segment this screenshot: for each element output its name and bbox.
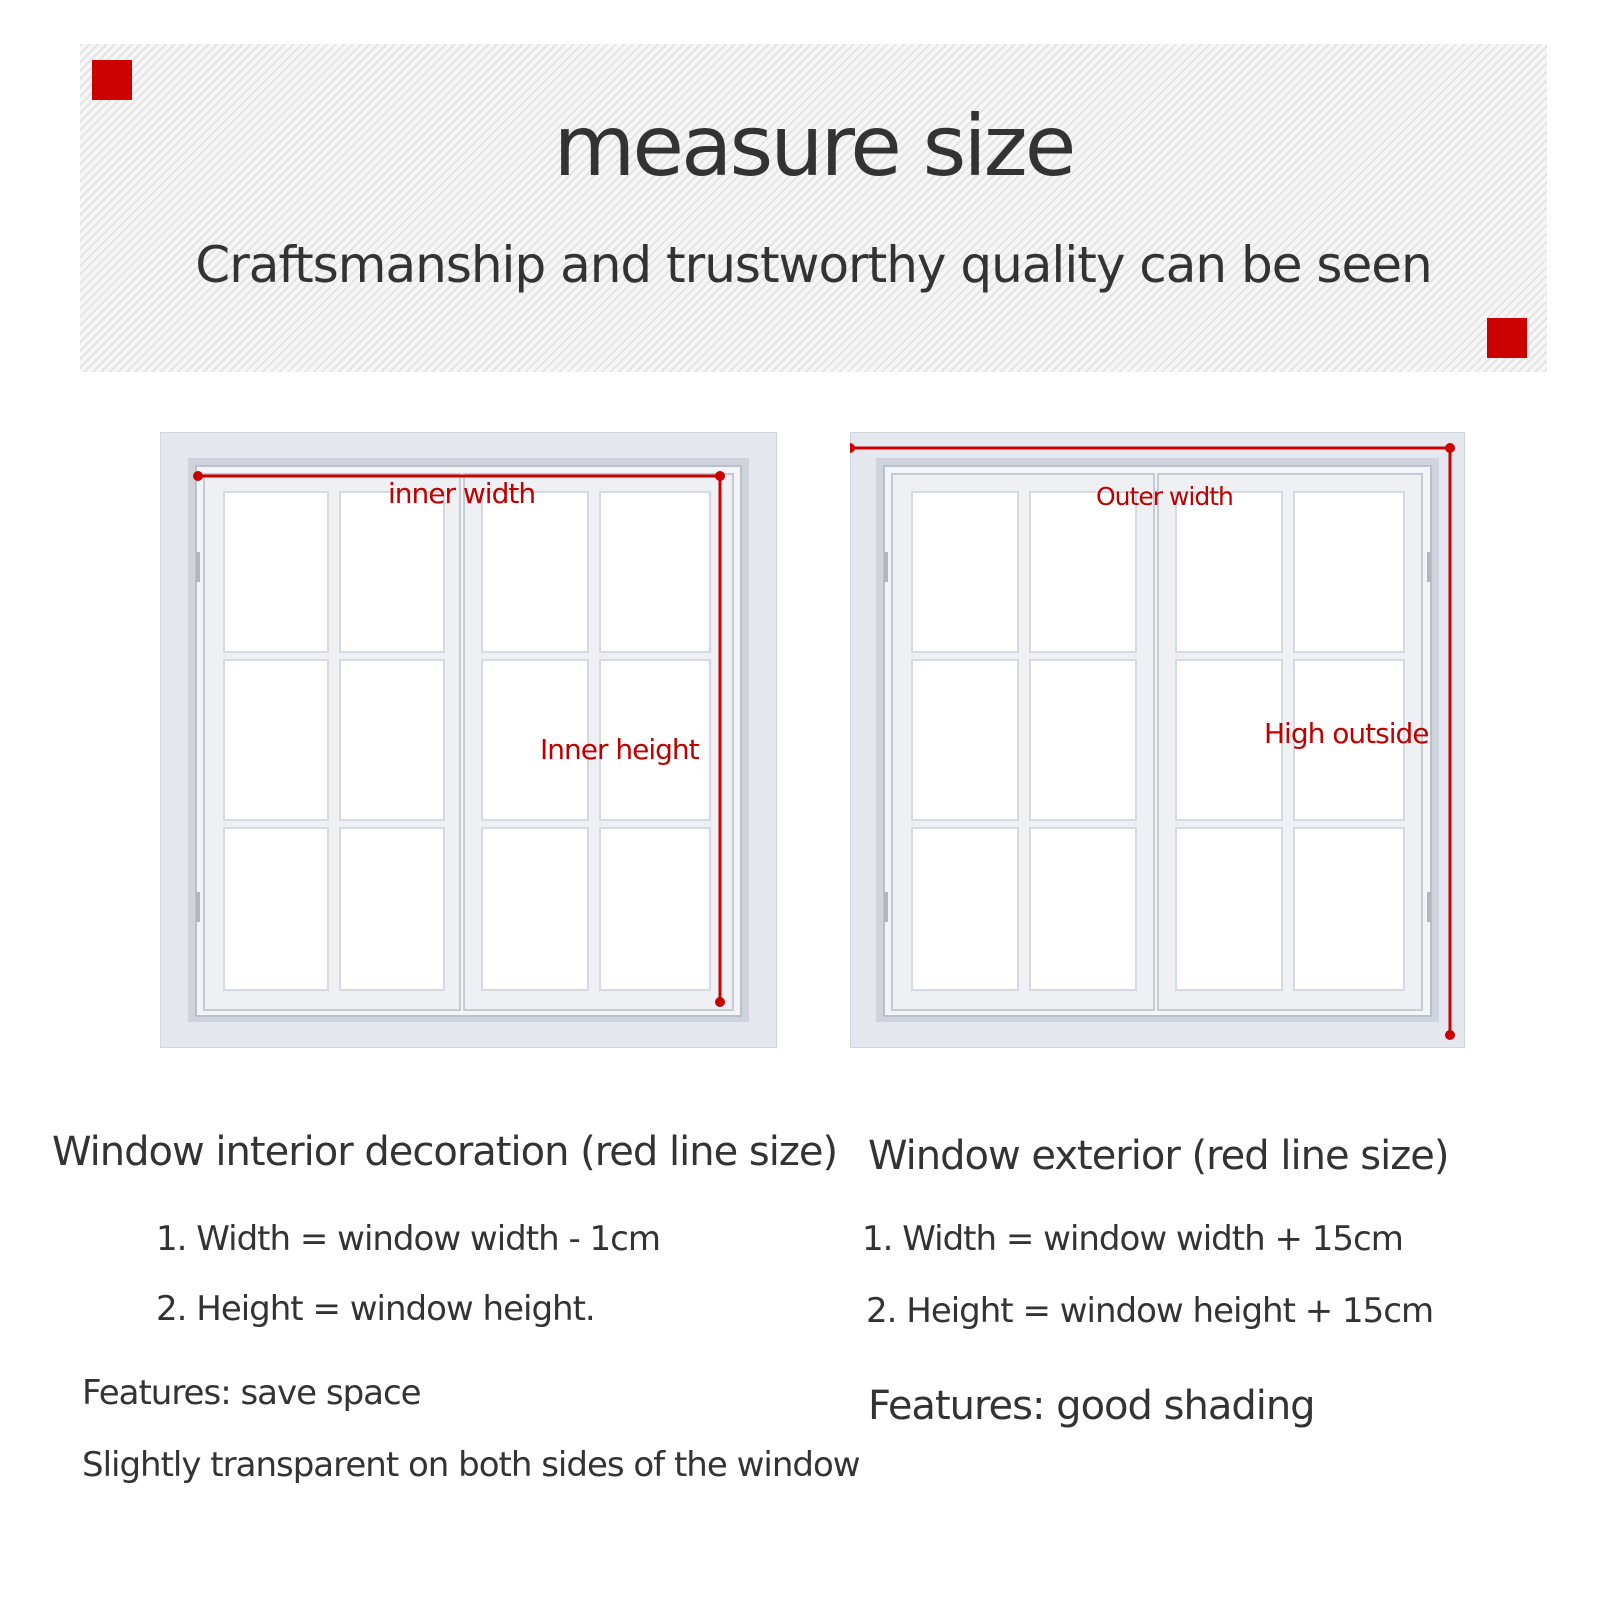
outer-width-label: Outer width [1096,482,1233,511]
interior-width-formula: 1. Width = window width - 1cm [156,1219,660,1259]
exterior-window-diagram [850,432,1465,1048]
red-square-decoration-top-left [92,60,132,100]
title-banner [80,44,1547,372]
exterior-height-formula: 2. Height = window height + 15cm [866,1291,1434,1331]
exterior-feature: Features: good shading [868,1383,1315,1429]
interior-note: Slightly transparent on both sides of the window [82,1445,860,1485]
page-subtitle: Craftsmanship and trustworthy quality can be seen [195,236,1432,294]
red-square-decoration-bottom-right [1487,318,1527,358]
outer-height-label: High outside [1264,717,1429,750]
inner-width-label: inner width [388,477,536,510]
exterior-heading: Window exterior (red line size) [868,1133,1449,1179]
interior-feature: Features: save space [82,1373,421,1413]
inner-height-label: Inner height [540,733,699,766]
interior-height-formula: 2. Height = window height. [156,1289,595,1329]
exterior-width-formula: 1. Width = window width + 15cm [862,1219,1403,1259]
page-title: measure size [553,97,1074,195]
interior-window-diagram [160,432,777,1048]
interior-heading: Window interior decoration (red line size) [52,1129,838,1175]
